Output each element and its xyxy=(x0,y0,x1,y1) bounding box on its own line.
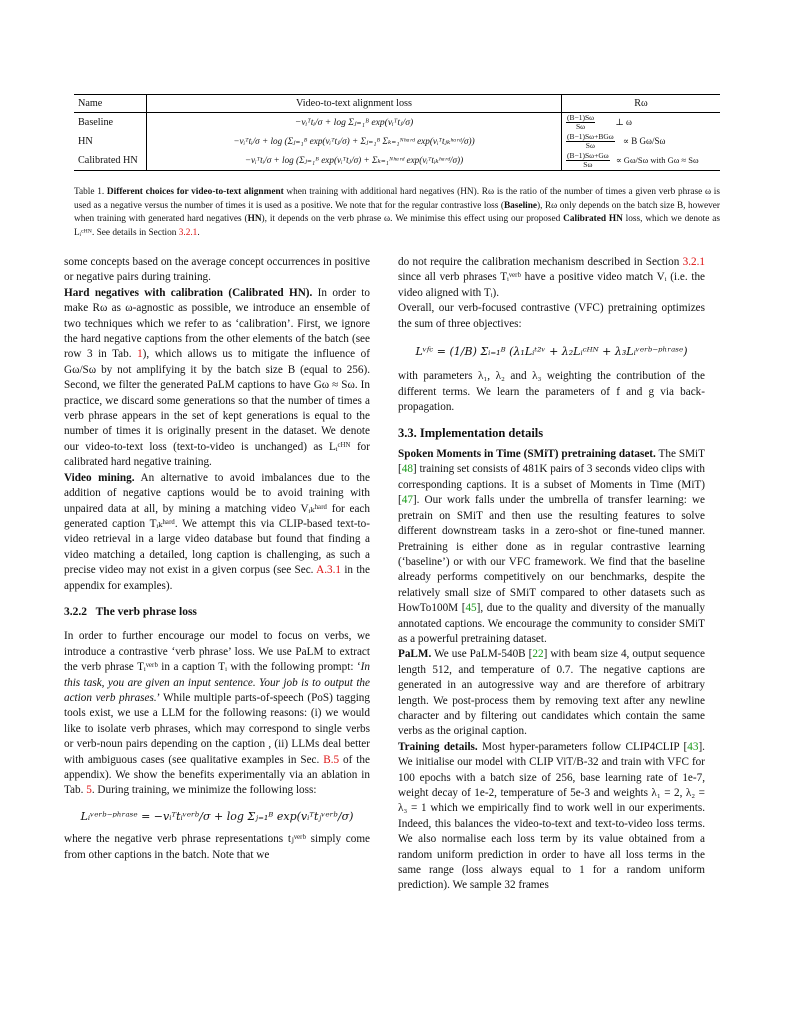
left-column xyxy=(64,255,370,863)
text: We use PaLM-540B [ xyxy=(431,648,533,661)
caption-text: when training with additional hard negatives (HN). Rω is the ratio of the number of times a given verb phrase ω is used as a negative versus the number of times it is used as a positive. We note that for the regular contrastive loss ( xyxy=(74,187,721,211)
text: . During training, we minimize the following loss: xyxy=(91,784,317,797)
paragraph: some concepts based on the average concept occurrences in positive or negative pairs during training. xyxy=(64,256,370,284)
text: Most hyper-parameters follow CLIP4CLIP [ xyxy=(477,740,688,753)
ratio-relation: ∝ B Gω/Sω xyxy=(622,135,666,146)
paragraph: Overall, our verb-focused contrastive (VFC) pretraining optimizes the sum of three objectives: xyxy=(398,302,705,330)
ratio-numerator: (B−1)Sω xyxy=(567,113,595,122)
citation-link[interactable]: 43 xyxy=(687,740,699,753)
text: An alternative to avoid imbalances due to the addition of negative captions would be to avoid training with unpaired data at all, by mining a matching video Vᵢₖʰᵃʳᵈ for each generated caption Tᵢₖʰᵃʳᵈ. We attempt this via CLIP-based text-to-video retrieval in a large video database but found that finding a video matching a detailed, long caption is challenging, as such a precise video may not exist in a given corpus (see Sec. xyxy=(64,471,370,577)
table-cell-loss: −vᵢᵀtᵢ/σ + log (Σⱼ₌₁ᴮ exp(vᵢᵀtⱼ/σ) + Σₖ₌₁ᴺʰᵃʳᵈ exp(vᵢᵀtᵢₖʰᵃʳᵈ/σ)) xyxy=(147,151,562,171)
paragraph-heading: Video mining. xyxy=(64,471,135,484)
table-cell-loss: −vᵢᵀtᵢ/σ + log Σⱼ₌₁ᴮ exp(vᵢᵀtⱼ/σ) xyxy=(147,113,562,133)
section-link[interactable]: 3.2.1 xyxy=(178,227,198,238)
text: ]. Our work falls under the umbrella of transfer learning: we pretrain on SMiT and then use the resulting features to solve different downstream tasks in a zero-shot or fine-tuned manner. Pretraining is either done as in regular contrastive learning (‘baseline’) or with our VFC framework. We find that the baseline already performs competitively on our benchmarks, despite the relatively small size of SMiT compared to other datasets such as HowTo100M [ xyxy=(398,494,705,615)
paragraph xyxy=(64,286,370,471)
text: ), which allows us to mitigate the influence of Gω/Sω by not amplifying it by the batch size B (equal to 256). Second, we filter the generated PaLM captions to have Gω ≈ Sω. In practice, we discard some generations so that the number of times a verb phrase appears in the set of kept generations is equal to the number of times it is originally present in the dataset. We denote our video-to-text loss (text-to-video is unchanged) as Lᵢᶜᴴᴺ for calibrated hard negative training. xyxy=(64,348,370,469)
table-header-name: Name xyxy=(74,95,147,113)
caption-bold: Baseline xyxy=(503,200,538,211)
caption-bold: Calibrated HN xyxy=(563,214,623,224)
paragraph xyxy=(64,471,370,594)
subsection-heading xyxy=(64,605,370,620)
text: The SMiT [ xyxy=(398,448,705,476)
ratio-denominator: Sω xyxy=(575,122,586,131)
text: ’ While multiple parts-of-speech (PoS) tagging tools exist, we use a LLM for the following reasons: (i) we would like to isolate verb phrases, which may correspond to single verbs or verb-noun pairs depending on the caption , (ii) LLMs deal better with ambiguous cases (see qualitative examples in Sec. xyxy=(64,691,370,766)
table-header-loss: Video-to-text alignment loss xyxy=(147,95,562,113)
equation-verb-phrase-loss: Lᵢᵛᵉʳᵇ⁻ᵖʰʳᵃˢᵉ = −vᵢᵀtᵢᵛᵉʳᵇ/σ + log Σⱼ₌₁ᴮ exp(vᵢᵀtⱼᵛᵉʳᵇ/σ) xyxy=(80,809,354,823)
table-cell-ratio xyxy=(562,113,721,133)
appendix-link[interactable]: B.5 xyxy=(323,753,340,766)
section-heading: 3.3. Implementation details xyxy=(398,425,544,440)
text: In order to make Rω as ω-agnostic as possible, we introduce an ensemble of two techniques which we refer to as ‘calibration’. First, we ignore the hard negative captions from the other elements of the batch (see row 3 in Tab. xyxy=(64,286,370,361)
appendix-link[interactable]: A.3.1 xyxy=(316,564,342,577)
paragraph xyxy=(398,647,705,739)
caption-bold: HN xyxy=(247,214,262,224)
text: ] with beam size 4, output sequence length 512, and temperature of 0.7. The negative captions are generated in an autogressive way and are therefore of arbitrary length. We post-process them by removing text after any newline character and by filtering out candidates which contain the same verbs as the original caption. xyxy=(398,648,705,738)
table-cell-name: HN xyxy=(74,132,147,151)
paragraph-heading: Training details. xyxy=(398,740,478,753)
equation-vfc-objective: Lᵛᶠᶜ = (1/B) Σᵢ₌₁ᴮ (λ₁Lᵢᵗ²ᵛ + λ₂Lᵢᶜᴴᴺ + λ₃Lᵢᵛᵉʳᵇ⁻ᵖʰʳᵃˢᵉ) xyxy=(415,345,688,359)
ratio-denominator: Sω xyxy=(585,141,595,150)
text: of the appendix). We show the benefits experimentally via an ablation in Tab. xyxy=(64,753,370,797)
text: in the appendix for examples). xyxy=(64,564,370,592)
paragraph xyxy=(64,629,370,798)
table-link[interactable]: 5 xyxy=(86,784,92,797)
table-cell-ratio xyxy=(562,151,721,171)
text: since all verb phrases Tᵢᵛᵉʳᵇ have a positive video match Vᵢ (i.e. the video aligned with Tᵢ). xyxy=(398,271,705,299)
table-cell-name: Calibrated HN xyxy=(74,151,147,171)
table-caption xyxy=(74,186,720,240)
subsection-title: The verb phrase loss xyxy=(95,605,197,618)
citation-link[interactable]: 45 xyxy=(465,602,477,615)
paragraph: where the negative verb phrase representations tⱼᵛᵉʳᵇ simply come from other captions in the batch. Note that we xyxy=(64,833,370,861)
table-row xyxy=(74,113,720,133)
paragraph xyxy=(398,255,705,301)
text: do not require the calibration mechanism described in Section xyxy=(398,256,683,268)
caption-text: ), Rω only depends on the batch size B, however when training with generated hard negatives ( xyxy=(74,200,720,224)
caption-text: loss, which we denote as Lᵢᶜᴴᴺ. See details in Section xyxy=(74,214,720,238)
table-cell-name: Baseline xyxy=(74,113,147,133)
ratio-numerator: (B−1)Sω+BGω xyxy=(567,132,614,141)
paragraph: with parameters λ₁, λ₂ and λ₃ weighting the contribution of the different terms. We learn the parameters of f and g via back-propagation. xyxy=(398,370,705,414)
caption-title: Different choices for video-to-text alignment xyxy=(106,187,284,197)
table-1 xyxy=(74,94,720,171)
text: ], due to the quality and diversity of the manually annotated captions. We encourage the community to consider SMiT as a powerful pretraining dataset. xyxy=(398,602,705,645)
paragraph-heading: Spoken Moments in Time (SMiT) pretraining dataset. xyxy=(398,448,656,461)
table-cell-loss: −vᵢᵀtᵢ/σ + log (Σⱼ₌₁ᴮ exp(vᵢᵀtⱼ/σ) + Σⱼ₌₁ᴮ Σₖ₌₁ᴺʰᵃʳᵈ exp(vᵢᵀtⱼₖʰᵃʳᵈ/σ)) xyxy=(147,132,562,151)
text: ] training set consists of 481K pairs of 3 seconds video clips with corresponding captions. It is a subset of Moments in Time (MiT) [ xyxy=(398,463,705,507)
table-row xyxy=(74,132,720,151)
subsection-number: 3.2.2 xyxy=(64,605,87,618)
ratio-relation: ⊥ ω xyxy=(615,116,632,127)
paragraph-heading: Hard negatives with calibration (Calibrated HN). xyxy=(64,286,313,299)
ratio-numerator: (B−1)Sω+Gω xyxy=(567,151,609,160)
ratio-relation: ∝ Gω/Sω with Gω ≈ Sω xyxy=(615,154,699,165)
caption-text: . xyxy=(197,227,200,238)
table-header-ratio: Rω xyxy=(562,95,721,113)
caption-prefix: Table 1. xyxy=(74,187,105,197)
text: ]. We initialise our model with CLIP ViT/B-32 and train with VFC for 100 epochs with a batch size of 256, base learning rate of 1e-7, weight decay of 1e-2, temperature of 5e-3 and weights λ₁ = 2, λ₂ = λ₃ = 1 which we empirically find to work well in our experiments. Indeed, this balances the video-to-text and text-to-video loss terms. We also normalise each loss term by its value obtained from a random uniform prediction in order to have all loss terms in the same range (loss always equal to 1 for a random uniform prediction). We sample 32 frames xyxy=(398,740,705,892)
citation-link[interactable]: 22 xyxy=(532,648,544,661)
table-cell-ratio xyxy=(562,132,721,151)
caption-text: ), it depends on the verb phrase ω. We minimise this effect using our proposed xyxy=(261,214,564,224)
right-column xyxy=(398,255,705,894)
ratio-denominator: Sω xyxy=(583,160,593,169)
text: In order to further encourage our model to focus on verbs, we introduce a contrastive ‘verb phrase’ loss. We use PaLM to extract the verb phrase Tᵢᵛᵉʳᵇ in a caption Tᵢ with the following prompt: ‘ xyxy=(64,630,370,674)
table-link[interactable]: 1 xyxy=(137,348,143,361)
section-link[interactable]: 3.2.1 xyxy=(682,256,705,268)
paragraph xyxy=(398,740,705,894)
paragraph-heading: PaLM. xyxy=(398,648,432,661)
citation-link[interactable]: 48 xyxy=(401,463,413,476)
table-row xyxy=(74,151,720,171)
prompt-text: In this task, you are given an input sentence. Your job is to output the action verb phrases. xyxy=(64,661,370,704)
citation-link[interactable]: 47 xyxy=(401,494,413,507)
paragraph xyxy=(398,447,705,647)
